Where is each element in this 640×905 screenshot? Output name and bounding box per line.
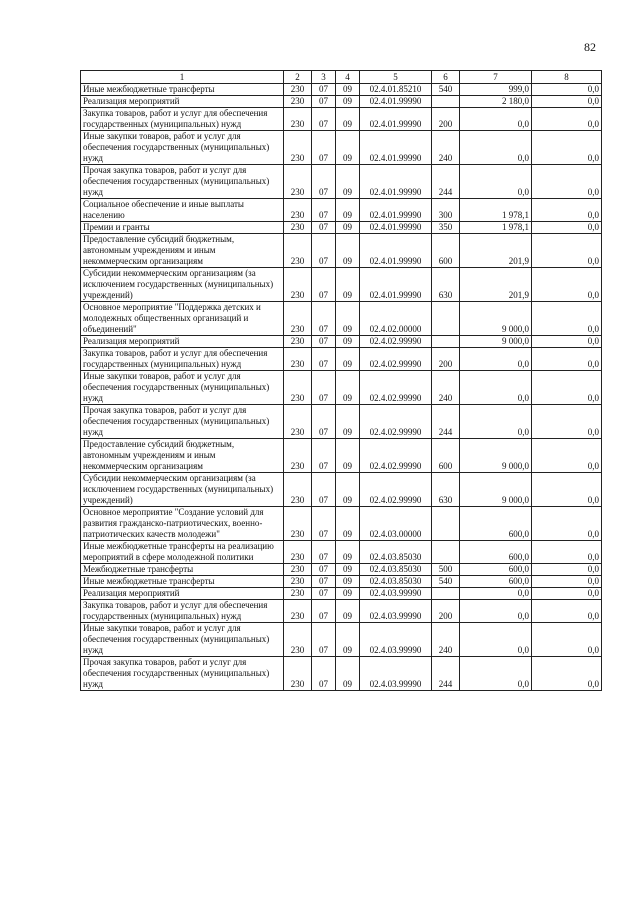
table-row bbox=[81, 199, 602, 222]
cell-subsection: 09 bbox=[336, 371, 360, 405]
cell-amount-2: 0,0 bbox=[532, 600, 602, 623]
cell-admin-code: 230 bbox=[284, 507, 312, 541]
cell-amount: 600,0 bbox=[460, 564, 532, 576]
column-header: 8 bbox=[532, 71, 602, 84]
budget-table bbox=[80, 70, 602, 691]
cell-target-article: 02.4.03.85030 bbox=[360, 576, 432, 588]
cell-subsection: 09 bbox=[336, 600, 360, 623]
cell-amount-2: 0,0 bbox=[532, 564, 602, 576]
row-name: Иные межбюджетные трансферты bbox=[81, 576, 284, 588]
cell-target-article: 02.4.01.99990 bbox=[360, 165, 432, 199]
table-row bbox=[81, 564, 602, 576]
row-name: Социальное обеспечение и иные выплаты населению bbox=[81, 199, 284, 222]
cell-expense-type: 630 bbox=[432, 268, 460, 302]
row-name: Субсидии некоммерческим организациям (за исключением государственных (муниципальных) учреждений) bbox=[81, 268, 284, 302]
cell-amount-2: 0,0 bbox=[532, 96, 602, 108]
cell-admin-code: 230 bbox=[284, 439, 312, 473]
table-row bbox=[81, 96, 602, 108]
cell-admin-code: 230 bbox=[284, 564, 312, 576]
row-name: Основное мероприятие "Поддержка детских и молодежных общественных организаций и объединений" bbox=[81, 302, 284, 336]
cell-expense-type: 540 bbox=[432, 576, 460, 588]
cell-expense-type: 350 bbox=[432, 222, 460, 234]
cell-amount: 201,9 bbox=[460, 234, 532, 268]
row-name: Закупка товаров, работ и услуг для обеспечения государственных (муниципальных) нужд bbox=[81, 108, 284, 131]
cell-target-article: 02.4.02.99990 bbox=[360, 371, 432, 405]
cell-amount: 0,0 bbox=[460, 165, 532, 199]
cell-admin-code: 230 bbox=[284, 222, 312, 234]
table-row bbox=[81, 131, 602, 165]
cell-subsection: 09 bbox=[336, 576, 360, 588]
cell-amount: 600,0 bbox=[460, 507, 532, 541]
cell-section: 07 bbox=[312, 576, 336, 588]
cell-target-article: 02.4.03.99990 bbox=[360, 588, 432, 600]
cell-amount: 0,0 bbox=[460, 588, 532, 600]
cell-amount-2: 0,0 bbox=[532, 588, 602, 600]
cell-amount: 0,0 bbox=[460, 348, 532, 371]
cell-target-article: 02.4.01.99990 bbox=[360, 131, 432, 165]
cell-section: 07 bbox=[312, 371, 336, 405]
cell-amount-2: 0,0 bbox=[532, 199, 602, 222]
cell-subsection: 09 bbox=[336, 199, 360, 222]
cell-section: 07 bbox=[312, 199, 336, 222]
table-row bbox=[81, 371, 602, 405]
cell-section: 07 bbox=[312, 84, 336, 96]
table-row bbox=[81, 234, 602, 268]
row-name: Иные закупки товаров, работ и услуг для обеспечения государственных (муниципальных) нужд bbox=[81, 131, 284, 165]
cell-amount: 9 000,0 bbox=[460, 439, 532, 473]
column-header: 2 bbox=[284, 71, 312, 84]
cell-expense-type: 200 bbox=[432, 108, 460, 131]
table-row bbox=[81, 268, 602, 302]
cell-amount-2: 0,0 bbox=[532, 222, 602, 234]
cell-target-article: 02.4.01.99990 bbox=[360, 268, 432, 302]
table-row bbox=[81, 657, 602, 691]
cell-amount-2: 0,0 bbox=[532, 131, 602, 165]
cell-amount-2: 0,0 bbox=[532, 473, 602, 507]
cell-amount: 9 000,0 bbox=[460, 473, 532, 507]
cell-subsection: 09 bbox=[336, 588, 360, 600]
cell-admin-code: 230 bbox=[284, 600, 312, 623]
cell-target-article: 02.4.01.99990 bbox=[360, 108, 432, 131]
cell-target-article: 02.4.02.99990 bbox=[360, 348, 432, 371]
row-name: Предоставление субсидий бюджетным, автономным учреждениям и иным некоммерческим организациям bbox=[81, 439, 284, 473]
cell-section: 07 bbox=[312, 623, 336, 657]
table-row bbox=[81, 473, 602, 507]
cell-expense-type: 240 bbox=[432, 623, 460, 657]
cell-expense-type: 630 bbox=[432, 473, 460, 507]
cell-subsection: 09 bbox=[336, 623, 360, 657]
cell-amount-2: 0,0 bbox=[532, 405, 602, 439]
cell-admin-code: 230 bbox=[284, 336, 312, 348]
cell-expense-type bbox=[432, 507, 460, 541]
cell-admin-code: 230 bbox=[284, 131, 312, 165]
row-name: Предоставление субсидий бюджетным, автономным учреждениям и иным некоммерческим организациям bbox=[81, 234, 284, 268]
cell-amount-2: 0,0 bbox=[532, 657, 602, 691]
cell-target-article: 02.4.03.00000 bbox=[360, 507, 432, 541]
cell-subsection: 09 bbox=[336, 108, 360, 131]
cell-admin-code: 230 bbox=[284, 84, 312, 96]
cell-amount: 9 000,0 bbox=[460, 336, 532, 348]
cell-amount: 0,0 bbox=[460, 405, 532, 439]
cell-target-article: 02.4.01.99990 bbox=[360, 96, 432, 108]
cell-expense-type: 200 bbox=[432, 600, 460, 623]
row-name: Субсидии некоммерческим организациям (за исключением государственных (муниципальных) учреждений) bbox=[81, 473, 284, 507]
cell-subsection: 09 bbox=[336, 234, 360, 268]
cell-section: 07 bbox=[312, 405, 336, 439]
cell-section: 07 bbox=[312, 302, 336, 336]
table-row bbox=[81, 600, 602, 623]
cell-expense-type: 540 bbox=[432, 84, 460, 96]
column-header: 7 bbox=[460, 71, 532, 84]
column-header: 5 bbox=[360, 71, 432, 84]
row-name: Прочая закупка товаров, работ и услуг для обеспечения государственных (муниципальных) нужд bbox=[81, 657, 284, 691]
cell-section: 07 bbox=[312, 348, 336, 371]
cell-target-article: 02.4.01.99990 bbox=[360, 222, 432, 234]
cell-amount-2: 0,0 bbox=[532, 234, 602, 268]
cell-section: 07 bbox=[312, 439, 336, 473]
cell-expense-type bbox=[432, 588, 460, 600]
cell-subsection: 09 bbox=[336, 473, 360, 507]
cell-amount-2: 0,0 bbox=[532, 108, 602, 131]
cell-admin-code: 230 bbox=[284, 96, 312, 108]
cell-subsection: 09 bbox=[336, 439, 360, 473]
cell-subsection: 09 bbox=[336, 302, 360, 336]
cell-expense-type: 244 bbox=[432, 165, 460, 199]
cell-subsection: 09 bbox=[336, 131, 360, 165]
table-row bbox=[81, 439, 602, 473]
table-row bbox=[81, 222, 602, 234]
cell-admin-code: 230 bbox=[284, 302, 312, 336]
cell-section: 07 bbox=[312, 165, 336, 199]
cell-section: 07 bbox=[312, 268, 336, 302]
cell-admin-code: 230 bbox=[284, 371, 312, 405]
cell-subsection: 09 bbox=[336, 165, 360, 199]
column-header: 1 bbox=[81, 71, 284, 84]
cell-expense-type bbox=[432, 96, 460, 108]
cell-amount-2: 0,0 bbox=[532, 302, 602, 336]
table-row bbox=[81, 588, 602, 600]
cell-section: 07 bbox=[312, 108, 336, 131]
cell-section: 07 bbox=[312, 96, 336, 108]
cell-admin-code: 230 bbox=[284, 541, 312, 564]
table-row bbox=[81, 108, 602, 131]
page-number: 82 bbox=[584, 40, 596, 54]
table-row bbox=[81, 623, 602, 657]
cell-target-article: 02.4.02.99990 bbox=[360, 405, 432, 439]
cell-amount-2: 0,0 bbox=[532, 268, 602, 302]
cell-amount-2: 0,0 bbox=[532, 576, 602, 588]
column-header: 4 bbox=[336, 71, 360, 84]
cell-amount: 999,0 bbox=[460, 84, 532, 96]
cell-subsection: 09 bbox=[336, 657, 360, 691]
cell-expense-type bbox=[432, 302, 460, 336]
table-row bbox=[81, 348, 602, 371]
row-name: Реализация мероприятий bbox=[81, 96, 284, 108]
table-row bbox=[81, 405, 602, 439]
cell-subsection: 09 bbox=[336, 96, 360, 108]
table-row bbox=[81, 302, 602, 336]
cell-amount: 0,0 bbox=[460, 657, 532, 691]
cell-admin-code: 230 bbox=[284, 165, 312, 199]
cell-amount-2: 0,0 bbox=[532, 439, 602, 473]
cell-section: 07 bbox=[312, 657, 336, 691]
table-row bbox=[81, 507, 602, 541]
cell-admin-code: 230 bbox=[284, 405, 312, 439]
row-name: Иные межбюджетные трансферты на реализацию мероприятий в сфере молодежной политики bbox=[81, 541, 284, 564]
cell-amount: 600,0 bbox=[460, 541, 532, 564]
cell-amount: 0,0 bbox=[460, 371, 532, 405]
cell-amount-2: 0,0 bbox=[532, 84, 602, 96]
cell-expense-type: 600 bbox=[432, 234, 460, 268]
cell-section: 07 bbox=[312, 473, 336, 507]
cell-amount: 0,0 bbox=[460, 131, 532, 165]
cell-amount-2: 0,0 bbox=[532, 623, 602, 657]
cell-amount-2: 0,0 bbox=[532, 541, 602, 564]
cell-expense-type: 600 bbox=[432, 439, 460, 473]
column-header: 6 bbox=[432, 71, 460, 84]
cell-target-article: 02.4.03.85030 bbox=[360, 541, 432, 564]
cell-admin-code: 230 bbox=[284, 657, 312, 691]
cell-section: 07 bbox=[312, 336, 336, 348]
cell-expense-type: 300 bbox=[432, 199, 460, 222]
cell-admin-code: 230 bbox=[284, 576, 312, 588]
cell-target-article: 02.4.03.85030 bbox=[360, 564, 432, 576]
cell-amount: 0,0 bbox=[460, 108, 532, 131]
cell-section: 07 bbox=[312, 541, 336, 564]
cell-subsection: 09 bbox=[336, 348, 360, 371]
table-row bbox=[81, 84, 602, 96]
cell-amount: 201,9 bbox=[460, 268, 532, 302]
cell-section: 07 bbox=[312, 507, 336, 541]
row-name: Основное мероприятие "Создание условий для развития гражданско-патриотических, военно-патриотических качеств молодежи" bbox=[81, 507, 284, 541]
cell-amount: 2 180,0 bbox=[460, 96, 532, 108]
cell-subsection: 09 bbox=[336, 222, 360, 234]
table-row bbox=[81, 336, 602, 348]
cell-section: 07 bbox=[312, 600, 336, 623]
cell-section: 07 bbox=[312, 131, 336, 165]
cell-subsection: 09 bbox=[336, 336, 360, 348]
column-header: 3 bbox=[312, 71, 336, 84]
cell-subsection: 09 bbox=[336, 84, 360, 96]
row-name: Межбюджетные трансферты bbox=[81, 564, 284, 576]
cell-amount: 0,0 bbox=[460, 600, 532, 623]
cell-expense-type: 244 bbox=[432, 405, 460, 439]
cell-expense-type: 240 bbox=[432, 371, 460, 405]
cell-admin-code: 230 bbox=[284, 234, 312, 268]
cell-expense-type: 240 bbox=[432, 131, 460, 165]
cell-amount: 1 978,1 bbox=[460, 199, 532, 222]
cell-admin-code: 230 bbox=[284, 199, 312, 222]
cell-amount-2: 0,0 bbox=[532, 348, 602, 371]
cell-subsection: 09 bbox=[336, 564, 360, 576]
cell-admin-code: 230 bbox=[284, 348, 312, 371]
cell-expense-type: 200 bbox=[432, 348, 460, 371]
cell-amount: 1 978,1 bbox=[460, 222, 532, 234]
cell-target-article: 02.4.02.00000 bbox=[360, 302, 432, 336]
cell-admin-code: 230 bbox=[284, 623, 312, 657]
cell-expense-type bbox=[432, 336, 460, 348]
cell-section: 07 bbox=[312, 222, 336, 234]
cell-admin-code: 230 bbox=[284, 108, 312, 131]
cell-admin-code: 230 bbox=[284, 588, 312, 600]
table-row bbox=[81, 576, 602, 588]
cell-section: 07 bbox=[312, 564, 336, 576]
cell-subsection: 09 bbox=[336, 507, 360, 541]
table-row bbox=[81, 541, 602, 564]
cell-target-article: 02.4.03.99990 bbox=[360, 600, 432, 623]
row-name: Прочая закупка товаров, работ и услуг для обеспечения государственных (муниципальных) нужд bbox=[81, 405, 284, 439]
cell-target-article: 02.4.03.99990 bbox=[360, 657, 432, 691]
cell-subsection: 09 bbox=[336, 405, 360, 439]
table-row bbox=[81, 165, 602, 199]
cell-amount: 0,0 bbox=[460, 623, 532, 657]
row-name: Реализация мероприятий bbox=[81, 588, 284, 600]
row-name: Премии и гранты bbox=[81, 222, 284, 234]
cell-admin-code: 230 bbox=[284, 268, 312, 302]
cell-expense-type: 500 bbox=[432, 564, 460, 576]
cell-expense-type: 244 bbox=[432, 657, 460, 691]
row-name: Иные закупки товаров, работ и услуг для обеспечения государственных (муниципальных) нужд bbox=[81, 623, 284, 657]
cell-subsection: 09 bbox=[336, 541, 360, 564]
cell-target-article: 02.4.01.99990 bbox=[360, 234, 432, 268]
cell-target-article: 02.4.03.99990 bbox=[360, 623, 432, 657]
header-row bbox=[81, 71, 602, 84]
cell-amount: 9 000,0 bbox=[460, 302, 532, 336]
cell-amount-2: 0,0 bbox=[532, 165, 602, 199]
cell-target-article: 02.4.01.99990 bbox=[360, 199, 432, 222]
table-body bbox=[81, 84, 602, 691]
row-name: Реализация мероприятий bbox=[81, 336, 284, 348]
cell-subsection: 09 bbox=[336, 268, 360, 302]
row-name: Иные межбюджетные трансферты bbox=[81, 84, 284, 96]
cell-admin-code: 230 bbox=[284, 473, 312, 507]
row-name: Закупка товаров, работ и услуг для обеспечения государственных (муниципальных) нужд bbox=[81, 600, 284, 623]
cell-target-article: 02.4.02.99990 bbox=[360, 473, 432, 507]
row-name: Прочая закупка товаров, работ и услуг для обеспечения государственных (муниципальных) нужд bbox=[81, 165, 284, 199]
cell-target-article: 02.4.01.85210 bbox=[360, 84, 432, 96]
cell-expense-type bbox=[432, 541, 460, 564]
cell-amount: 600,0 bbox=[460, 576, 532, 588]
cell-amount-2: 0,0 bbox=[532, 336, 602, 348]
cell-amount-2: 0,0 bbox=[532, 371, 602, 405]
cell-target-article: 02.4.02.99990 bbox=[360, 439, 432, 473]
cell-section: 07 bbox=[312, 588, 336, 600]
row-name: Иные закупки товаров, работ и услуг для обеспечения государственных (муниципальных) нужд bbox=[81, 371, 284, 405]
row-name: Закупка товаров, работ и услуг для обеспечения государственных (муниципальных) нужд bbox=[81, 348, 284, 371]
cell-section: 07 bbox=[312, 234, 336, 268]
cell-amount-2: 0,0 bbox=[532, 507, 602, 541]
cell-target-article: 02.4.02.99990 bbox=[360, 336, 432, 348]
